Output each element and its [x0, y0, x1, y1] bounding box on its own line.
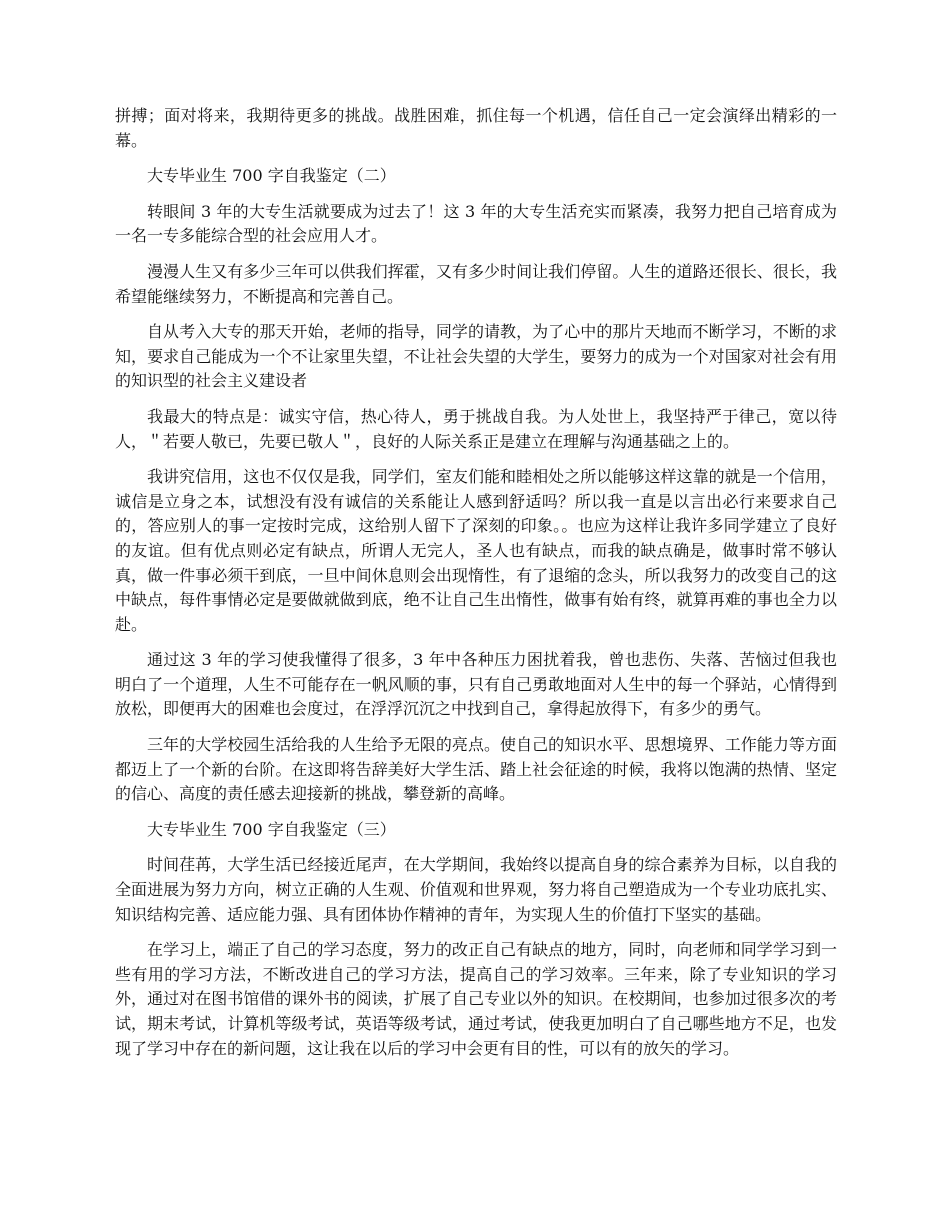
paragraph: 时间荏苒，大学生活已经接近尾声，在大学期间，我始终以提高自身的综合素养为目标，以自我的全面进展为努力方向，树立正确的人生观、价值观和世界观，努力将自己塑造成为一个专业功底扎实、知识结构完善、适应能力强、具有团体协作精神的青年，为实现人生的价值打下坚实的基础。 [115, 855, 837, 924]
paragraph: 三年的大学校园生活给我的人生给予无限的亮点。使自己的知识水平、思想境界、工作能力等方面都迈上了一个新的台阶。在这即将告辞美好大学生活、踏上社会征途的时候，我将以饱满的热情、坚定的信心、高度的责任感去迎接新的挑战，攀登新的高峰。 [115, 735, 837, 804]
paragraph: 转眼间 3 年的大专生活就要成为过去了！这 3 年的大专生活充实而紧凑，我努力把自己培育成为一名一专多能综合型的社会应用人才。 [115, 201, 837, 246]
section-heading-2: 大专毕业生 700 字自我鉴定（二） [147, 166, 396, 186]
section-heading-3: 大专毕业生 700 字自我鉴定（三） [147, 819, 396, 839]
paragraph: 我讲究信用，这也不仅仅是我，同学们，室友们能和睦相处之所以能够这样这靠的就是一个信用，诚信是立身之本，试想没有没有诚信的关系能让人感到舒适吗？所以我一直是以言出必行来要求自己的，答应别人的事一定按时完成，这给别人留下了深刻的印象。。也应为这样让我许多同学建立了良好的友谊。但有优点则必定有缺点，所谓人无完人，圣人也有缺点，而我的缺点确是，做事时常不够认真，做一件事必须干到底，一旦中间休息则会出现惰性，有了退缩的念头，所以我努力的改变自己的这中缺点，每件事情必定是要做就做到底，绝不让自己生出惰性，做事有始有终，就算再难的事也全力以赴。 [115, 467, 837, 634]
document-page [115, 104, 837, 1072]
paragraph: 漫漫人生又有多少三年可以供我们挥霍，又有多少时间让我们停留。人生的道路还很长、很长，我希望能继续努力，不断提高和完善自己。 [115, 261, 837, 306]
paragraph: 通过这 3 年的学习使我懂得了很多，3 年中各种压力困扰着我，曾也悲伤、失落、苦恼过但我也明白了一个道理，人生不可能存在一帆风顺的事，只有自己勇敢地面对人生中的每一个驿站，心情得到放松，即便再大的困难也会度过，在浮浮沉沉之中找到自己，拿得起放得下，有多少的勇气。 [115, 650, 837, 719]
paragraph: 我最大的特点是：诚实守信，热心待人，勇于挑战自我。为人处世上，我坚持严于律己，宽以待人，＂若要人敬已，先要已敬人＂，良好的人际关系正是建立在理解与沟通基础之上的。 [115, 406, 837, 451]
paragraph: 自从考入大专的那天开始，老师的指导，同学的请教，为了心中的那片天地而不断学习，不断的求知，要求自己能成为一个不让家里失望，不让社会失望的大学生，要努力的成为一个对国家对社会有用的知识型的社会主义建设者 [115, 322, 837, 391]
paragraph: 在学习上，端正了自己的学习态度，努力的改正自己有缺点的地方，同时，向老师和同学学习到一些有用的学习方法，不断改进自己的学习方法，提高自己的学习效率。三年来，除了专业知识的学习外，通过对在图书馆借的课外书的阅读，扩展了自己专业以外的知识。在校期间，也参加过很多次的考试，期末考试，计算机等级考试，英语等级考试，通过考试，使我更加明白了自己哪些地方不足，也发现了学习中存在的新问题，这让我在以后的学习中会更有目的性，可以有的放矢的学习。 [115, 940, 837, 1058]
paragraph-continuation: 拼搏；面对将来，我期待更多的挑战。战胜困难，抓住每一个机遇，信任自己一定会演绎出精彩的一幕。 [115, 106, 837, 150]
